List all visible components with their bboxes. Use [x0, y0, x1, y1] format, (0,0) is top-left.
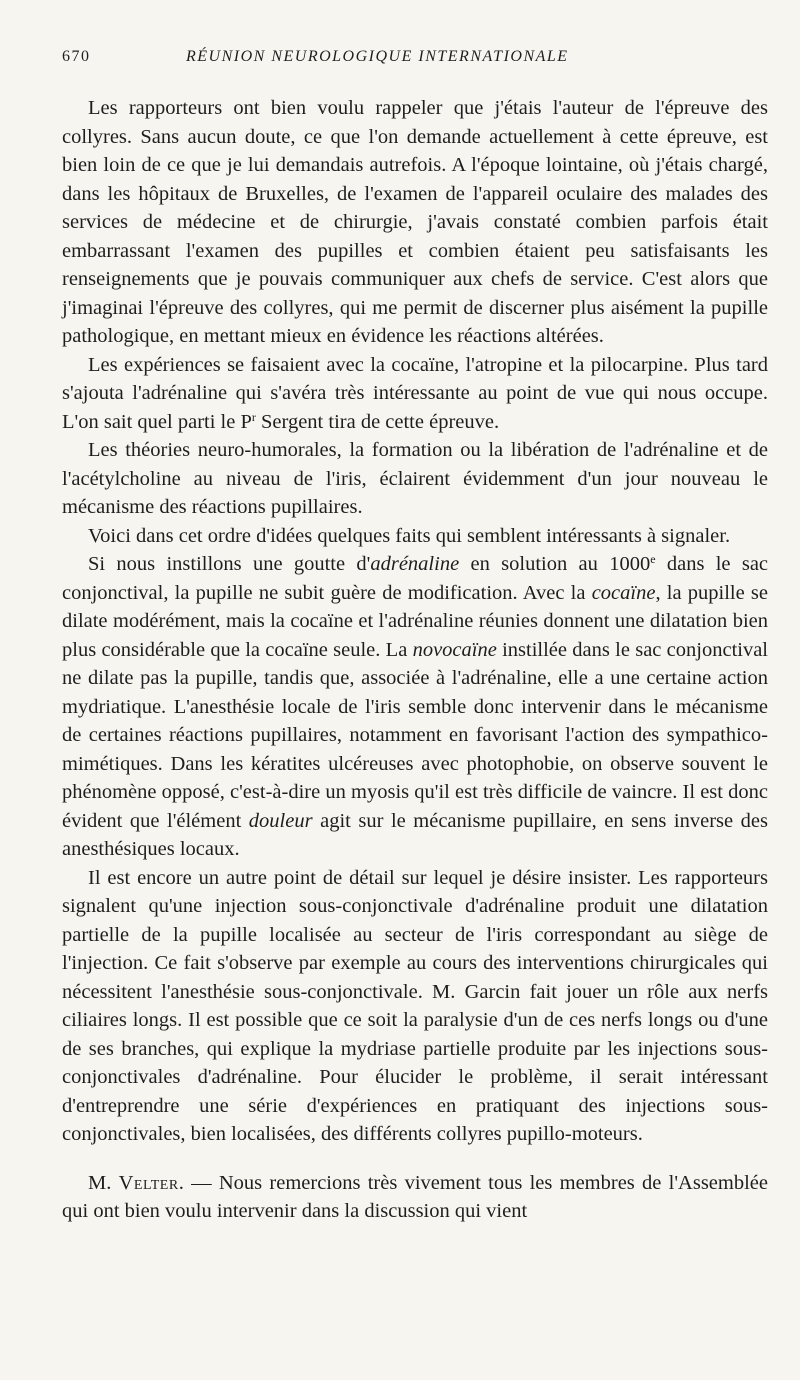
paragraph-5-text-a: Si nous instillons une goutte d' — [88, 553, 371, 575]
paragraph-2-text-a: Les expériences se faisaient avec la cocaïne, l'atropine et la pilocarpine. Plus tard s'ajouta l'adrénaline qui s'avéra très intéressante au point de vue qui nous occupe. L'on sait quel parti le P — [62, 353, 768, 433]
superscript-e: e — [650, 552, 656, 566]
speaker-prefix: M. — [88, 1171, 119, 1194]
paragraph-2-text-b: Sergent tira de cette épreuve. — [255, 410, 500, 433]
paragraph-5-text-c: dans le sac conjonctival, la pupille ne subit guère de modification. Avec la — [62, 553, 769, 604]
paragraph-5-text-f: agit sur le mécanisme pupillaire, en sens inverse des anesthésiques locaux. — [62, 809, 768, 860]
paragraph-5-text-e: instillée dans le sac conjonctival ne dilate pas la pupille, tandis que, associée à l'adrénaline, elle a une certaine action mydriatique. L'anesthésie locale de l'iris semble donc intervenir dans le mécanisme de certaines réactions pupillaires, notamment en favorisant l'action des sympathico-mimétiques. Dans les kératites ulcéreuses avec photophobie, on observe souvent le phénomène opposé, c'est-à-dire un myosis qu'il est très difficile de vaincre. Il est donc évident que l'élément — [62, 638, 769, 832]
paragraph-3: Les théories neuro-humorales, la formation ou la libération de l'adrénaline et de l'acétylcholine au niveau de l'iris, éclairent évidemment d'un jour nouveau le mécanisme des réactions pupillaires. — [62, 439, 768, 518]
book-page — [62, 48, 768, 1226]
running-title: RÉUNION NEUROLOGIQUE INTERNATIONALE — [186, 48, 569, 65]
paragraph-6: Il est encore un autre point de détail sur lequel je désire insister. Les rapporteurs signalent qu'une injection sous-conjonctivale d'adrénaline produit une dilatation partielle de la pupille localisée au secteur de l'iris correspondant au siège de l'injection. Ce fait s'observe par exemple au cours des interventions chirurgicales qui nécessitent l'anesthésie sous-conjonctivale. M. Garcin fait jouer un rôle aux nerfs ciliaires longs. Il est possible que ce soit la paralysie d'un de ces nerfs longs ou d'une de ses branches, qui explique la mydriase partielle produite par les injections sous-conjonctivales d'adrénaline. Pour élucider le problème, il serait intéressant d'entreprendre une série d'expériences en pratiquant des injections sous-conjonctivales, bien localisées, des différents collyres pupillo-moteurs. — [62, 866, 768, 1145]
paragraph-1: Les rapporteurs ont bien voulu rappeler que j'étais l'auteur de l'épreuve des collyres. Sans aucun doute, ce que l'on demande actuellement à cette épreuve, est bien loin de ce que je lui demandais autrefois. A l'époque lointaine, où j'étais chargé, dans les hôpitaux de Bruxelles, de l'examen de l'appareil oculaire des malades des services de médecine et de chirurgie, j'avais constaté combien parfois était embarrassant l'examen des pupilles et combien étaient peu satisfaisants les renseignements que je pouvais communiquer aux chefs de service. C'est alors que j'imaginai l'épreuve des collyres, qui me permit de discerner plus aisément la pupille pathologique, en mettant mieux en évidence les réactions altérées. — [62, 97, 768, 347]
paragraph-7-text: . — Nous remercions très vivement tous les membres de l'Assemblée qui ont bien voulu intervenir dans la discussion qui vient — [62, 1171, 768, 1222]
paragraph-5-text-b: en solution au 1000 — [459, 553, 651, 575]
term-douleur: douleur — [248, 809, 313, 832]
paragraph-5 — [62, 550, 768, 864]
paragraph-5-text-d: , la pupille se dilate modérément, mais la cocaïne et l'adrénaline réunies donnent une dilatation bien plus considérable que la cocaïne seule. La — [62, 581, 769, 661]
paragraph-7 — [62, 1169, 768, 1226]
term-adrenaline: adrénaline — [370, 553, 460, 575]
term-novocaine: novocaïne — [412, 638, 497, 661]
paragraph-4: Voici dans cet ordre d'idées quelques faits qui semblent intéressants à signaler. — [88, 524, 731, 547]
page-number: 670 — [62, 48, 91, 65]
page-body — [62, 94, 768, 1226]
running-header — [62, 48, 768, 74]
superscript-r: r — [251, 409, 256, 424]
term-cocaine: cocaïne — [591, 581, 656, 604]
paragraph-2 — [62, 351, 768, 437]
speaker-name: Velter — [118, 1171, 179, 1194]
